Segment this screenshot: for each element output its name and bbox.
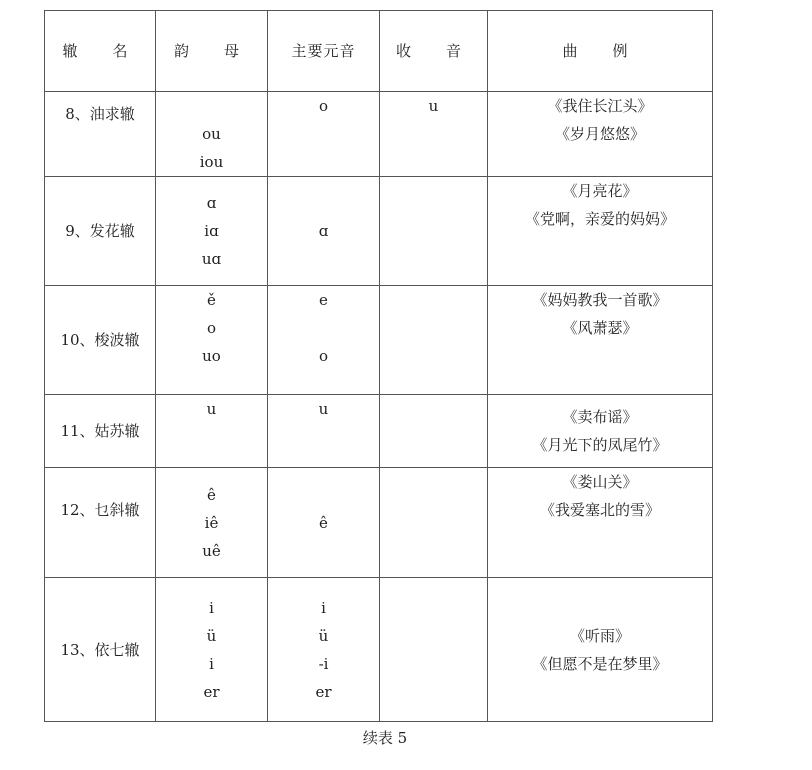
rhyme-table — [44, 10, 713, 722]
table-row — [45, 92, 713, 177]
song-example: 《妈妈教我一首歌》 — [532, 291, 668, 309]
vowel-value: er — [315, 682, 332, 701]
finals-cell — [156, 395, 268, 468]
song-example: 《月光下的凤尾竹》 — [532, 436, 668, 454]
examples-cell — [488, 395, 713, 468]
header-row — [45, 11, 713, 92]
header-song-examples: 曲 例 — [488, 11, 713, 92]
vowel-value: o — [318, 97, 329, 115]
header-finals: 韵 母 — [156, 11, 268, 92]
vowel-value: ê — [319, 513, 328, 532]
examples-cell — [488, 286, 713, 395]
finals-cell — [156, 578, 268, 722]
examples-cell — [488, 177, 713, 286]
song-example: 《党啊，亲爱的妈妈》 — [524, 210, 675, 228]
final-value: uo — [202, 347, 221, 365]
final-value: iê — [204, 513, 219, 532]
final-value: i — [209, 654, 214, 673]
table-row — [45, 395, 713, 468]
final-value: ü — [206, 626, 217, 645]
song-example: 《我爱塞北的雪》 — [539, 501, 660, 519]
vowel-value: o — [318, 347, 329, 365]
vowel-value: e — [319, 291, 328, 309]
final-value: er — [203, 682, 220, 701]
header-rhyme-name: 辙 名 — [45, 11, 156, 92]
final-value: iou — [199, 153, 224, 171]
vowel-value: u — [318, 400, 329, 418]
main-vowel-cell — [268, 468, 380, 578]
ending-sound-cell — [380, 578, 488, 722]
vowel-value: i — [321, 598, 326, 617]
finals-cell — [156, 177, 268, 286]
song-example: 《风萧瑟》 — [562, 319, 638, 337]
main-vowel-cell — [268, 286, 380, 395]
ending-sound-cell — [380, 92, 488, 177]
final-value: ou — [202, 125, 221, 143]
final-value: o — [206, 319, 217, 337]
header-ending-sound: 收 音 — [380, 11, 488, 92]
main-vowel-cell — [268, 395, 380, 468]
final-value: ê — [207, 485, 216, 504]
table-row — [45, 286, 713, 395]
final-value: iɑ — [204, 222, 219, 240]
rhyme-name: 10、梭波辙 — [45, 286, 156, 395]
final-value: ě — [207, 291, 216, 309]
song-example: 《听雨》 — [569, 626, 630, 645]
rhyme-name: 11、姑苏辙 — [45, 395, 156, 468]
table-row — [45, 468, 713, 578]
finals-cell — [156, 468, 268, 578]
final-value: u — [206, 400, 217, 418]
header-main-vowel: 主要元音 — [268, 11, 380, 92]
main-vowel-cell — [268, 177, 380, 286]
song-example: 《但愿不是在梦里》 — [532, 654, 668, 673]
final-value: uɑ — [201, 250, 222, 268]
table-row — [45, 578, 713, 722]
ending-value: u — [428, 97, 439, 115]
main-vowel-cell — [268, 578, 380, 722]
final-value: ɑ — [206, 194, 217, 212]
final-value: i — [209, 598, 214, 617]
rhyme-name: 13、依七辙 — [45, 578, 156, 722]
rhyme-name: 12、乜斜辙 — [45, 468, 156, 578]
rhyme-name: 8、油求辙 — [45, 92, 156, 177]
table-row — [45, 177, 713, 286]
ending-sound-cell — [380, 468, 488, 578]
song-example: 《我住长江头》 — [547, 97, 653, 115]
examples-cell — [488, 92, 713, 177]
ending-sound-cell — [380, 286, 488, 395]
vowel-value: ɑ — [318, 222, 329, 240]
vowel-value: -i — [318, 654, 329, 673]
song-example: 《月亮花》 — [562, 182, 638, 200]
table-caption: 续表 5 — [362, 729, 408, 747]
finals-cell — [156, 92, 268, 177]
song-example: 《卖布谣》 — [562, 408, 638, 426]
examples-cell — [488, 578, 713, 722]
rhyme-name: 9、发花辙 — [45, 177, 156, 286]
vowel-value: ü — [318, 626, 329, 645]
ending-sound-cell — [380, 395, 488, 468]
finals-cell — [156, 286, 268, 395]
final-value: uê — [202, 541, 221, 560]
song-example: 《娄山关》 — [562, 473, 638, 491]
examples-cell — [488, 468, 713, 578]
ending-sound-cell — [380, 177, 488, 286]
song-example: 《岁月悠悠》 — [554, 125, 645, 143]
main-vowel-cell — [268, 92, 380, 177]
